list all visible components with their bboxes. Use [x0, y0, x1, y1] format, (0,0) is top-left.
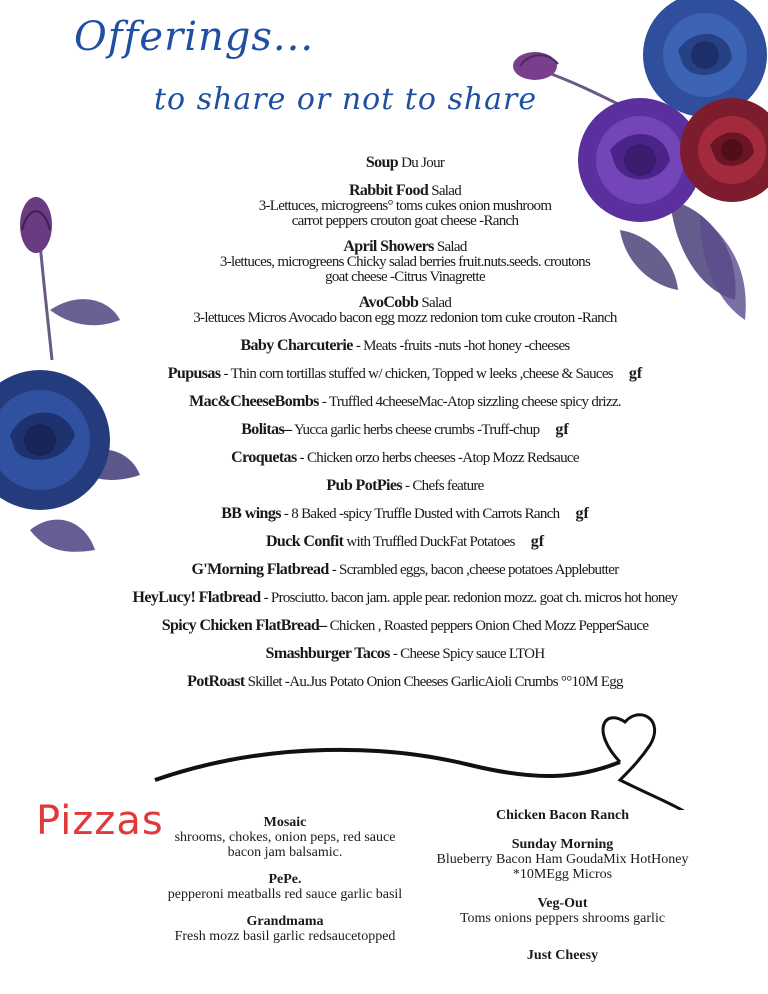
gluten-free-badge: gf [530, 533, 545, 550]
menu-item-avocobb: AvoCobb Salad 3-lettuces Micros Avocado bacon egg mozz redonion tom cuke crouton -Ranch [193, 294, 617, 326]
pizza-pepe: PePe. pepperoni meatballs red sauce garlic basil [167, 872, 403, 902]
pizzas-left-column [160, 815, 410, 956]
title-line-1: Offerings... [74, 14, 315, 60]
pizzas-heading: Pizzas [36, 798, 164, 844]
gluten-free-badge: gf [628, 365, 643, 382]
menu-item-gmorning-flatbread: G'Morning Flatbread - Scrambled eggs, bacon ,cheese potatoes Applebutter [191, 561, 619, 578]
menu-item-bb-wings: BB wings - 8 Baked -spicy Truffle Dusted with Carrots Ranch gf [221, 505, 589, 522]
menu-item-mac-cheese-bombs: Mac&CheeseBombs - Truffled 4cheeseMac-Atop sizzling cheese spicy drizz. [189, 393, 621, 410]
offerings-list [60, 155, 750, 690]
pizzas-right-column [420, 808, 705, 975]
menu-item-croquetas: Croquetas - Chicken orzo herbs cheeses -Atop Mozz Redsauce [231, 449, 579, 466]
heart-swoosh-decoration [150, 700, 710, 810]
pizza-sunday-morning: Sunday Morning Blueberry Bacon Ham GoudaMix HotHoney *10MEgg Micros [436, 837, 689, 882]
pizza-grandmama: Grandmama Fresh mozz basil garlic redsaucetopped [174, 914, 396, 944]
menu-item-smashburger-tacos: Smashburger Tacos - Cheese Spicy sauce LTOH [265, 645, 545, 662]
menu-item-rabbit-food: Rabbit Food Salad 3-Lettuces, microgreens° toms cukes onion mushroom carrot peppers crouton goat cheese -Ranch [258, 182, 552, 229]
menu-item-pub-potpies: Pub PotPies - Chefs feature [326, 477, 484, 494]
gluten-free-badge: gf [575, 505, 589, 522]
pizza-mosaic: Mosaic shrooms, chokes, onion peps, red sauce bacon jam balsamic. [174, 815, 396, 860]
menu-item-bolitas: Bolitas– Yucca garlic herbs cheese crumbs -Truff-chup gf [241, 421, 569, 438]
gluten-free-badge: gf [555, 421, 569, 438]
pizza-veg-out: Veg-Out Toms onions peppers shrooms garlic [459, 896, 666, 926]
menu-item-potroast: PotRoast Skillet -Au.Jus Potato Onion Cheeses GarlicAioli Crumbs °°10M Egg [187, 673, 623, 690]
pizza-chicken-bacon-ranch: Chicken Bacon Ranch [495, 808, 630, 823]
pizza-just-cheesy: Just Cheesy [526, 948, 599, 963]
menu-item-spicy-chicken-flatbread: Spicy Chicken FlatBread– Chicken , Roasted peppers Onion Ched Mozz PepperSauce [161, 617, 649, 634]
menu-item-baby-charcuterie: Baby Charcuterie - Meats -fruits -nuts -hot honey -cheeses [240, 337, 570, 354]
menu-item-duck-confit: Duck Confit with Truffled DuckFat Potatoes gf [265, 533, 545, 550]
menu-item-soup: Soup Du Jour [365, 154, 445, 171]
menu-item-pupusas: Pupusas - Thin corn tortillas stuffed w/ chicken, Topped w leeks ,cheese & Sauces gf [167, 365, 643, 382]
menu-item-heylucy-flatbread: HeyLucy! Flatbread - Prosciutto. bacon jam. apple pear. redonion mozz. goat ch. micros hot honey [132, 589, 678, 606]
menu-item-april-showers: April Showers Salad 3-lettuces, microgreens Chicky salad berries fruit.nuts.seeds. croutons goat cheese -Citrus Vinagrette [219, 238, 591, 285]
title-line-2: to share or not to share [154, 82, 538, 117]
